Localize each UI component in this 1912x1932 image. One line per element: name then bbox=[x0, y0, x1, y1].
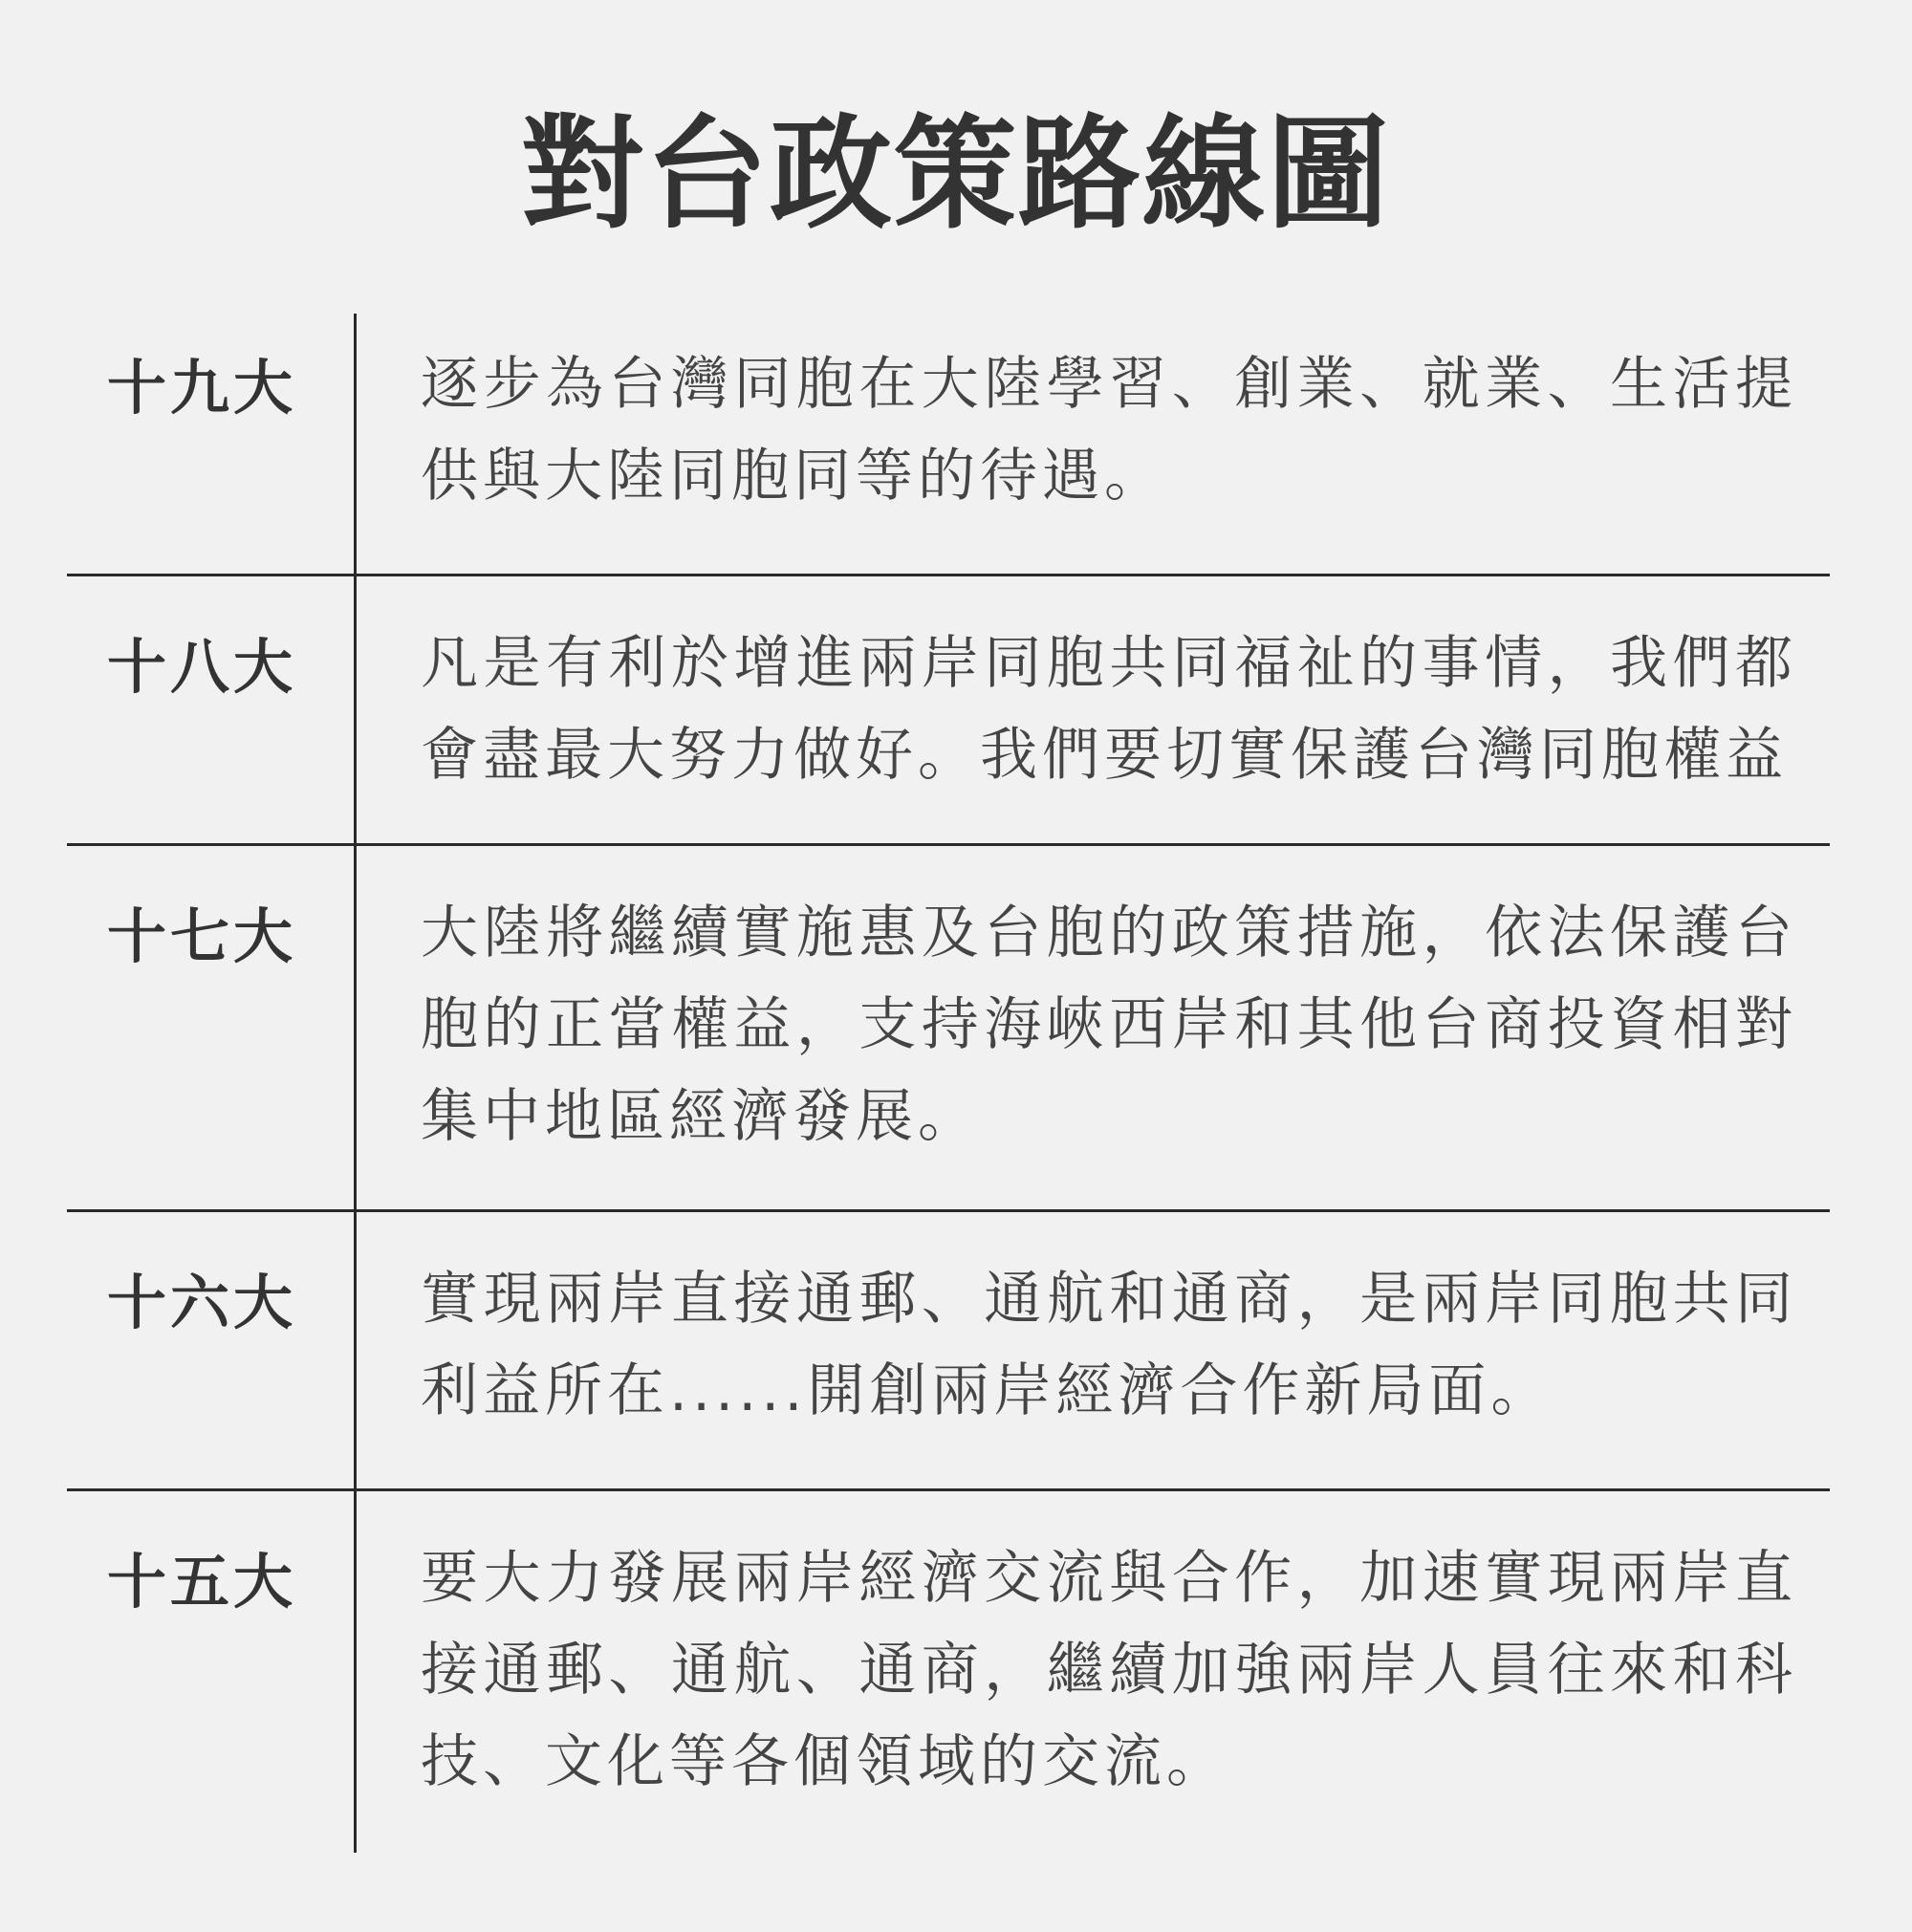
row-divider bbox=[67, 843, 1830, 846]
row-label-15th: 十五大 bbox=[107, 1547, 297, 1617]
row-label-19th: 十九大 bbox=[107, 353, 297, 423]
row-divider bbox=[67, 1209, 1830, 1212]
column-divider bbox=[354, 314, 357, 1853]
row-label-17th: 十七大 bbox=[107, 901, 297, 971]
row-divider bbox=[67, 574, 1830, 576]
row-divider bbox=[67, 1488, 1830, 1491]
row-label-16th: 十六大 bbox=[107, 1268, 297, 1337]
page-title: 對台政策路線圖 bbox=[520, 103, 1391, 246]
row-text-18th: 凡是有利於增進兩岸同胞共同福祉的事情，我們都會盡最大努力做好。我們要切實保護台灣同胞權益 bbox=[421, 630, 1797, 789]
row-text-15th: 要大力發展兩岸經濟交流與合作，加速實現兩岸直接通郵、通航、通商，繼續加強兩岸人員往來和科技、文化等各個領域的交流。 bbox=[421, 1545, 1797, 1795]
row-text-16th: 實現兩岸直接通郵、通航和通商，是兩岸同胞共同利益所在......開創兩岸經濟合作新局面。 bbox=[421, 1266, 1797, 1424]
row-text-19th: 逐步為台灣同胞在大陸學習、創業、就業、生活提供與大陸同胞同等的待遇。 bbox=[421, 351, 1797, 510]
row-label-18th: 十八大 bbox=[107, 632, 297, 702]
row-text-17th: 大陸將繼續實施惠及台胞的政策措施，依法保護台胞的正當權益，支持海峽西岸和其他台商投資相對集中地區經濟發展。 bbox=[421, 900, 1797, 1150]
